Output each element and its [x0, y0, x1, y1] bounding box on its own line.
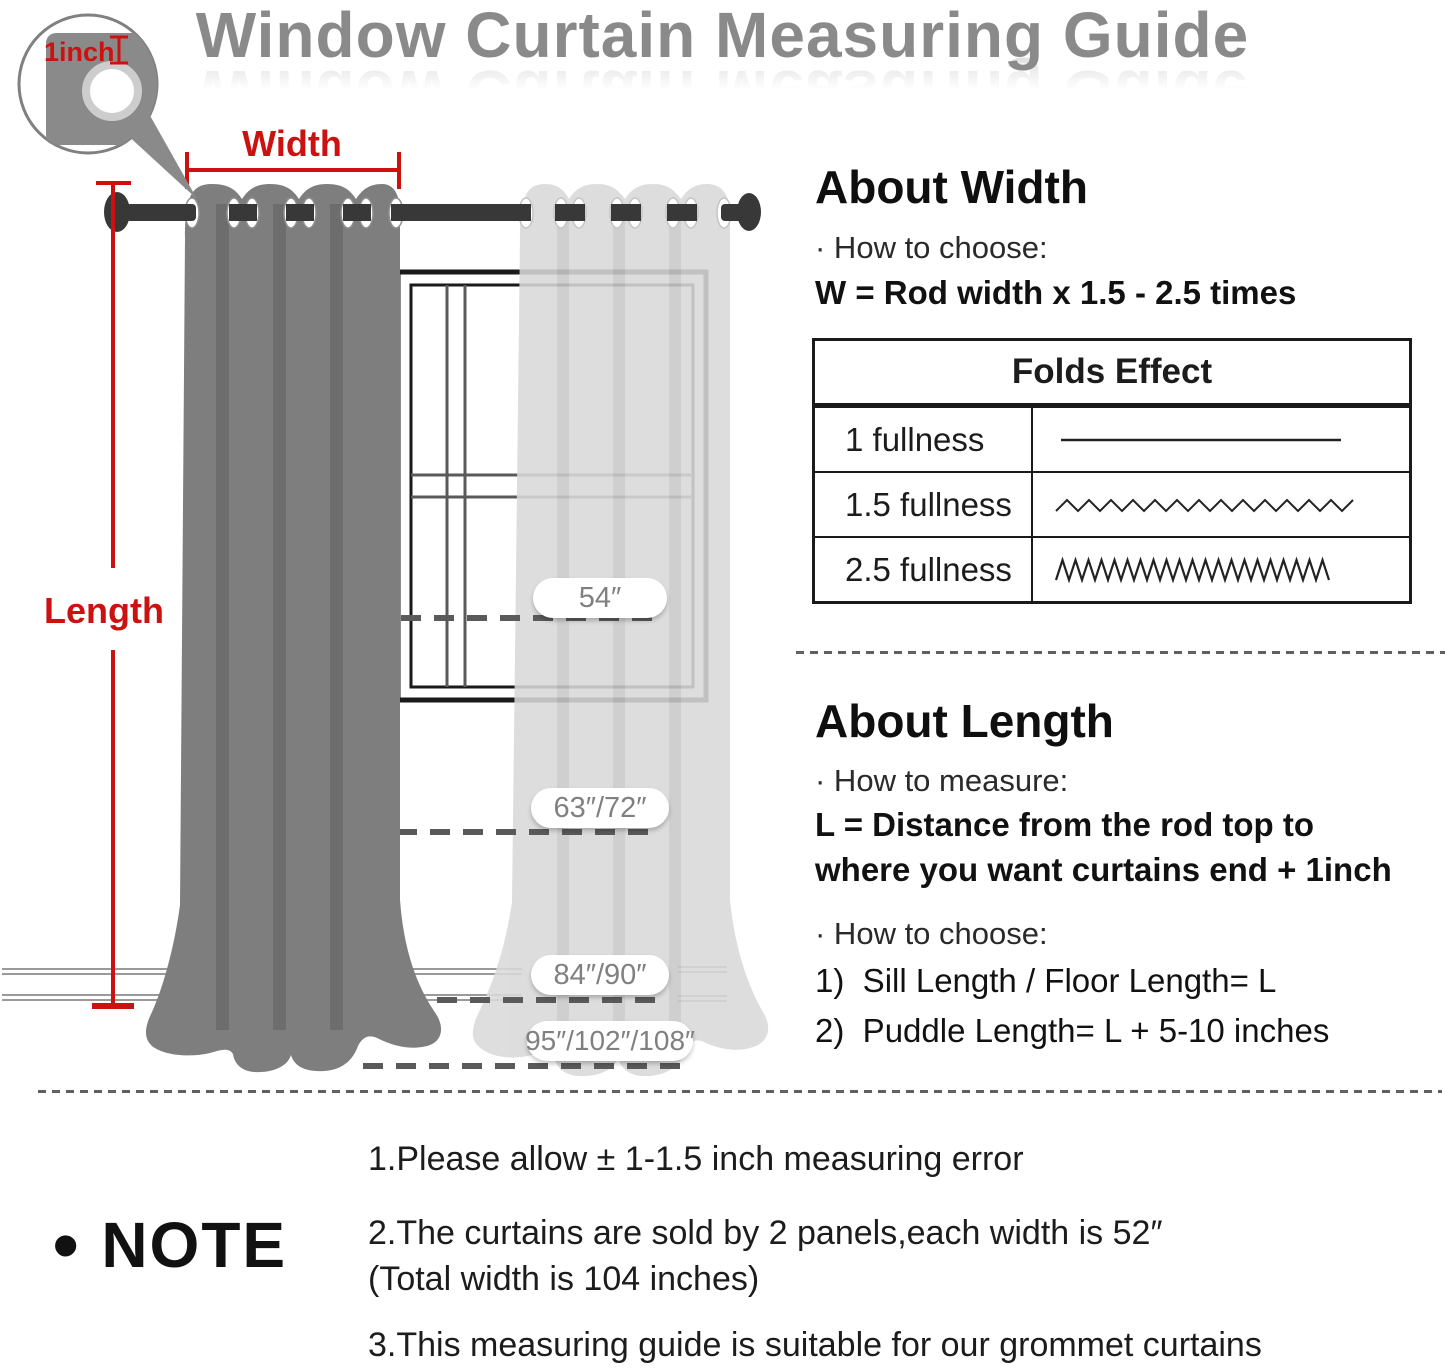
- about-length-heading: About Length: [815, 695, 1114, 747]
- table-row: [815, 471, 1409, 536]
- pill-84-90: 84″/90″: [553, 959, 647, 991]
- fullness-label: 1.5 fullness: [815, 473, 1033, 536]
- rod-finial-right: [737, 193, 761, 231]
- fullness-label: 1 fullness: [815, 408, 1033, 471]
- note-item-2b: (Total width is 104 inches): [368, 1260, 760, 1298]
- table-row: [815, 536, 1409, 601]
- pill-95-102-108: 95″/102″/108″: [525, 1025, 695, 1056]
- fold-line-dense-zigzag: [1033, 538, 1409, 601]
- length-formula-line1: L = Distance from the rod top to: [815, 806, 1315, 843]
- folds-effect-table: [812, 338, 1412, 604]
- length-how-to-choose: · How to choose:: [815, 916, 1048, 951]
- width-how-to-choose: · How to choose:: [815, 230, 1048, 265]
- folds-table-title: Folds Effect: [815, 341, 1409, 406]
- note-item-3: 3.This measuring guide is suitable for our grommet curtains: [368, 1326, 1262, 1364]
- about-width-heading: About Width: [815, 161, 1088, 213]
- grommet-detail-icon: [86, 65, 138, 117]
- note-item-1: 1.Please allow ± 1-1.5 inch measuring error: [368, 1140, 1024, 1178]
- pill-54: 54″: [578, 582, 622, 614]
- fold-line-shallow-zigzag: [1033, 473, 1409, 536]
- fold-line-straight: [1033, 408, 1409, 471]
- note-label: NOTE: [101, 1209, 288, 1281]
- note-heading: [52, 1201, 288, 1289]
- grommet-zoom-callout: [19, 15, 197, 199]
- pill-63-72: 63″/72″: [553, 792, 647, 824]
- width-label: Width: [242, 123, 342, 164]
- length-option-puddle: 2) Puddle Length= L + 5-10 inches: [815, 1012, 1330, 1049]
- note-separator: [38, 1090, 1442, 1093]
- length-formula-line2: where you want curtains end + 1inch: [815, 851, 1392, 888]
- dark-curtain-panel: [146, 184, 441, 1072]
- note-bullet-icon: •: [52, 1201, 80, 1289]
- length-option-sill-floor: 1) Sill Length / Floor Length= L: [815, 962, 1277, 999]
- one-inch-label: 1inch: [44, 37, 115, 67]
- section-separator: [796, 651, 1445, 654]
- length-label: Length: [44, 590, 164, 631]
- table-row: [815, 406, 1409, 471]
- fullness-label: 2.5 fullness: [815, 538, 1033, 601]
- width-formula: W = Rod width x 1.5 - 2.5 times: [815, 274, 1297, 311]
- length-how-to-measure: · How to measure:: [815, 763, 1069, 798]
- page-title: Window Curtain Measuring Guide: [195, 0, 1250, 71]
- curtain-diagram: [0, 0, 790, 1110]
- note-item-2: 2.The curtains are sold by 2 panels,each width is 52″: [368, 1214, 1163, 1252]
